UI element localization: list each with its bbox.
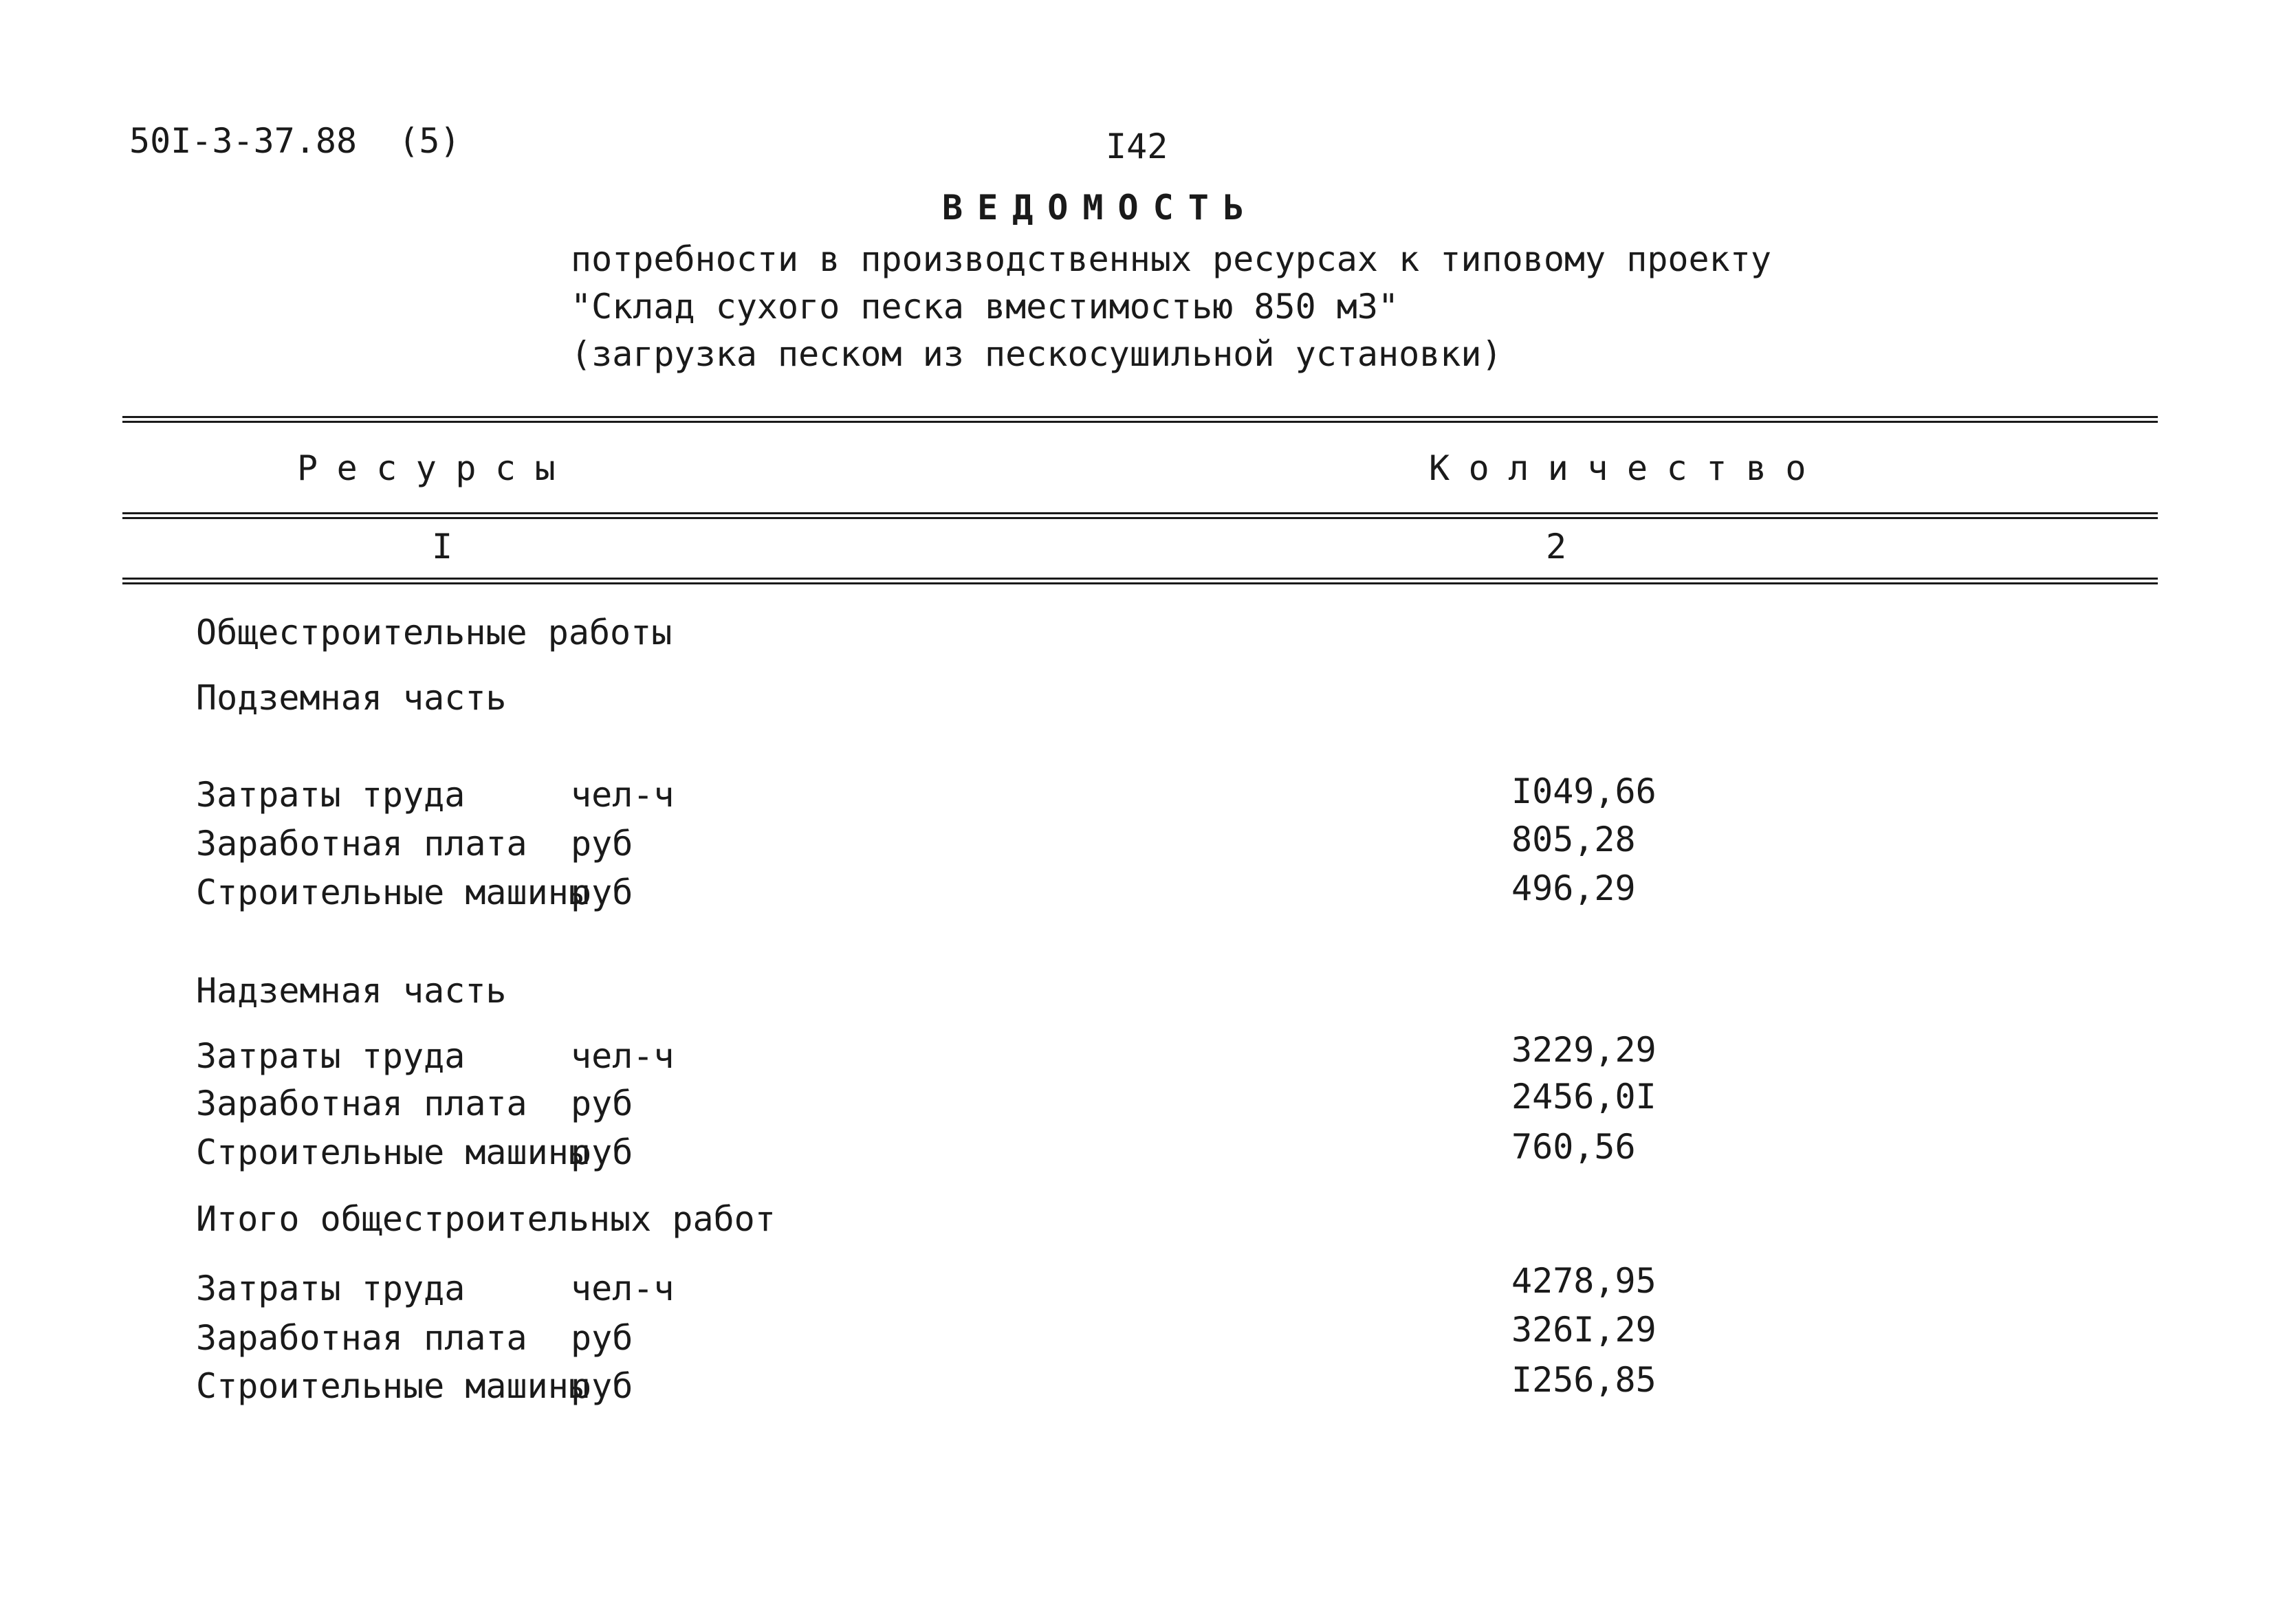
row-label: Затраты труда <box>196 1269 466 1308</box>
row-unit: чел-ч <box>571 775 675 815</box>
row-label: Затраты труда <box>196 1036 466 1076</box>
row-label: Заработная плата <box>196 824 527 864</box>
row-label: Строительные машины <box>196 873 589 912</box>
section-subheading: Итого общестроительных работ <box>196 1199 776 1239</box>
row-unit: руб <box>571 1366 633 1406</box>
row-unit: руб <box>571 1084 633 1123</box>
row-label: Заработная плата <box>196 1084 527 1123</box>
table-top-rule <box>122 416 2158 418</box>
row-label: Строительные машины <box>196 1132 589 1172</box>
row-unit: чел-ч <box>571 1269 675 1308</box>
title-line-1: потребности в производственных ресурсах к типовому проекту <box>571 239 1771 279</box>
column-number-2: 2 <box>1546 527 1567 567</box>
row-label: Затраты труда <box>196 775 466 815</box>
header-bottom-rule <box>122 512 2158 514</box>
section-heading: Общестроительные работы <box>196 613 673 652</box>
section-subheading: Подземная часть <box>196 678 507 718</box>
column-number-1: I <box>432 527 453 567</box>
document-title: ВЕДОМОСТЬ <box>942 188 1258 228</box>
page-number: I42 <box>1106 127 1168 166</box>
section-subheading: Надземная часть <box>196 971 507 1011</box>
title-line-3: (загрузка песком из пескосушильной установки) <box>571 334 1502 374</box>
row-value: I256,85 <box>1511 1360 1657 1400</box>
row-unit: руб <box>571 873 633 912</box>
row-value: 326I,29 <box>1511 1310 1657 1350</box>
row-unit: руб <box>571 824 633 864</box>
row-value: I049,66 <box>1511 771 1657 811</box>
column-header-quantity: Количество <box>1429 448 1826 488</box>
document-reference: 50I-3-37.88 (5) <box>129 121 461 161</box>
row-value: 805,28 <box>1511 820 1636 859</box>
row-label: Строительные машины <box>196 1366 589 1406</box>
row-value: 4278,95 <box>1511 1261 1657 1301</box>
row-label: Заработная плата <box>196 1318 527 1358</box>
column-header-resources: Ресурсы <box>297 448 575 488</box>
row-unit: чел-ч <box>571 1036 675 1076</box>
row-value: 3229,29 <box>1511 1030 1657 1070</box>
row-unit: руб <box>571 1318 633 1358</box>
numbering-bottom-rule <box>122 578 2158 580</box>
title-line-2: "Склад сухого песка вместимостью 850 м3" <box>571 287 1399 327</box>
row-unit: руб <box>571 1132 633 1172</box>
row-value: 2456,0I <box>1511 1077 1657 1117</box>
row-value: 760,56 <box>1511 1127 1636 1167</box>
row-value: 496,29 <box>1511 868 1636 908</box>
